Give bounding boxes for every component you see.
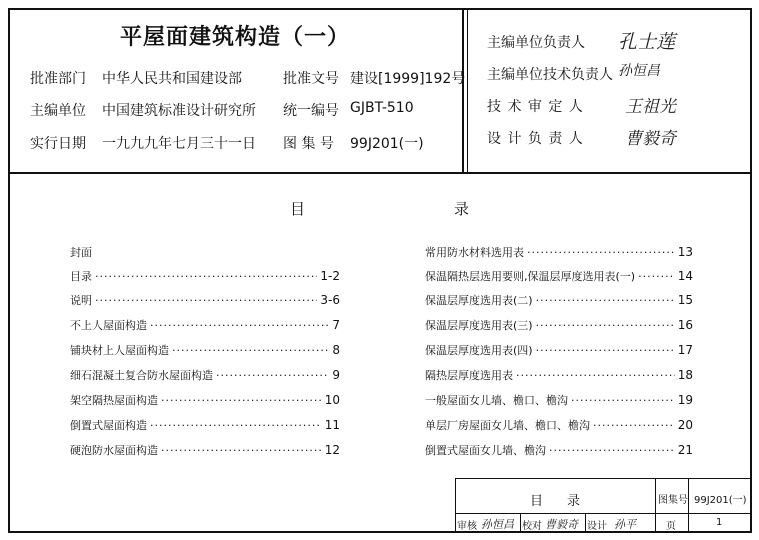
title-block-middle (455, 513, 752, 514)
toc-heading-left: 目 (290, 200, 306, 218)
role-design-lead-label: 设 计 负 责 人 (487, 131, 584, 147)
page-title: 平屋面建筑构造（一） (119, 25, 350, 50)
toc-item (70, 292, 340, 308)
toc-item-label: 保温层厚度选用表(四) (425, 344, 533, 357)
meta-label-effective-date: 实行日期 (30, 136, 86, 152)
role-design-lead-signature: 曹毅奇 (625, 129, 676, 149)
title-block-atlas-label: 图集号 (658, 495, 688, 506)
role-technical-chief-label: 主编单位技术负责人 (487, 67, 613, 83)
title-block-name-right: 录 (567, 494, 581, 509)
leader-dots (172, 344, 329, 357)
leader-dots (571, 394, 675, 407)
toc-item (70, 367, 340, 383)
toc-item-label: 常用防水材料选用表 (425, 246, 524, 259)
leader-dots (150, 419, 322, 432)
toc-item-page: 15 (677, 293, 693, 307)
toc-item (70, 317, 340, 333)
toc-item (425, 417, 693, 433)
toc-item (70, 392, 340, 408)
header-column-divider-inner (467, 8, 468, 174)
toc-item (70, 268, 340, 284)
meta-value-unified-number: GJBT-510 (350, 100, 414, 116)
meta-value-approval-dept: 中华人民共和国建设部 (102, 71, 242, 87)
title-block-check-signature: 曹毅奇 (545, 518, 578, 531)
meta-value-atlas-number: 99J201(一) (350, 136, 424, 152)
meta-value-effective-date: 一九九九年七月三十一日 (102, 136, 256, 152)
title-block-page-label: 页 (666, 521, 676, 532)
toc-item-label: 隔热层厚度选用表 (425, 369, 513, 382)
toc-item (425, 442, 693, 458)
leader-dots (536, 344, 675, 357)
toc-item-label: 倒置式屋面女儿墙、檐沟 (425, 444, 546, 457)
leader-dots (593, 419, 675, 432)
leader-dots (527, 246, 675, 259)
toc-item-page: 13 (677, 245, 693, 259)
meta-value-approval-number: 建设[1999]192号 (350, 71, 466, 87)
toc-item-page: 3-6 (320, 293, 340, 307)
toc-item-page: 14 (677, 269, 693, 283)
title-block-name-left: 目 (530, 494, 544, 509)
toc-item-page: 19 (677, 393, 693, 407)
toc-item-label: 细石混凝土复合防水屋面构造 (70, 369, 213, 382)
meta-label-editor-unit: 主编单位 (30, 103, 86, 119)
leader-dots (516, 369, 675, 382)
toc-item (425, 392, 693, 408)
meta-value-editor-unit: 中国建筑标准设计研究所 (102, 103, 256, 119)
toc-item-page: 11 (324, 418, 340, 432)
toc-item (425, 292, 693, 308)
toc-item-label: 目录 (70, 270, 92, 283)
leader-dots (216, 369, 329, 382)
leader-dots (638, 270, 675, 283)
toc-item (425, 244, 693, 260)
toc-heading-right: 录 (454, 200, 470, 218)
role-chief-editor-signature: 孔士莲 (618, 31, 676, 53)
toc-item-page: 17 (677, 343, 693, 357)
toc-item (70, 417, 340, 433)
toc-item-page: 8 (332, 343, 340, 357)
toc-item-label: 硬泡防水屋面构造 (70, 444, 158, 457)
leader-dots (161, 444, 322, 457)
toc-item (425, 268, 693, 284)
toc-item-label: 说明 (70, 294, 92, 307)
role-technical-reviewer-label: 技 术 审 定 人 (487, 99, 584, 115)
toc-item-page: 18 (677, 368, 693, 382)
toc-item-page: 1-2 (320, 269, 340, 283)
meta-label-unified-number: 统一编号 (283, 103, 339, 119)
toc-item-page: 7 (332, 318, 340, 332)
leader-dots (150, 319, 329, 332)
toc-item-label: 封面 (70, 246, 92, 259)
toc-item (425, 317, 693, 333)
toc-item-label: 铺块材上人屋面构造 (70, 344, 169, 357)
leader-dots (549, 444, 675, 457)
meta-label-atlas-number: 图 集 号 (283, 136, 334, 152)
title-block-atlas-value: 99J201(一) (694, 495, 747, 506)
header-column-divider-outer (462, 8, 464, 174)
role-chief-editor-label: 主编单位负责人 (487, 35, 585, 51)
leader-dots (95, 270, 317, 283)
toc-item (70, 342, 340, 358)
toc-item (70, 244, 340, 260)
toc-item-page: 21 (677, 443, 693, 457)
leader-dots (161, 394, 322, 407)
meta-label-approval-number: 批准文号 (283, 71, 339, 87)
toc-item-page: 16 (677, 318, 693, 332)
title-block-top (455, 478, 752, 479)
toc-item (425, 367, 693, 383)
role-technical-chief-signature: 孙恒昌 (618, 63, 660, 79)
toc-item-label: 单层厂房屋面女儿墙、檐口、檐沟 (425, 419, 590, 432)
toc-item-label: 不上人屋面构造 (70, 319, 147, 332)
toc-item-page: 10 (324, 393, 340, 407)
toc-item-label: 保温隔热层选用要则,保温层厚度选用表(一) (425, 270, 636, 283)
title-block-divider-label (655, 478, 656, 533)
toc-item-page: 9 (332, 368, 340, 382)
leader-dots (95, 294, 317, 307)
title-block-design-signature: 孙平 (614, 518, 636, 531)
title-block-check-label: 校对 (522, 521, 542, 532)
leader-dots (536, 294, 675, 307)
meta-label-approval-dept: 批准部门 (30, 71, 86, 87)
title-block-divider-value (688, 478, 689, 533)
title-block-design-label: 设计 (587, 521, 607, 532)
toc-item-label: 倒置式屋面构造 (70, 419, 147, 432)
toc-item-label: 保温层厚度选用表(二) (425, 294, 533, 307)
title-block-left (455, 478, 456, 533)
title-block-page-value: 1 (716, 517, 723, 528)
header-divider (8, 172, 752, 174)
toc-item-label: 架空隔热屋面构造 (70, 394, 158, 407)
title-block-review-label: 审核 (457, 521, 477, 532)
title-block-cell-divider (585, 513, 586, 533)
toc-item-page: 12 (324, 443, 340, 457)
toc-item-label: 一般屋面女儿墙、檐口、檐沟 (425, 394, 568, 407)
role-technical-reviewer-signature: 王祖光 (625, 97, 676, 117)
toc-item-label: 保温层厚度选用表(三) (425, 319, 533, 332)
toc-item (70, 442, 340, 458)
title-block-cell-divider (520, 513, 521, 533)
toc-item-page: 20 (677, 418, 693, 432)
title-block-review-signature: 孙恒昌 (481, 518, 514, 531)
toc-item (425, 342, 693, 358)
leader-dots (536, 319, 675, 332)
